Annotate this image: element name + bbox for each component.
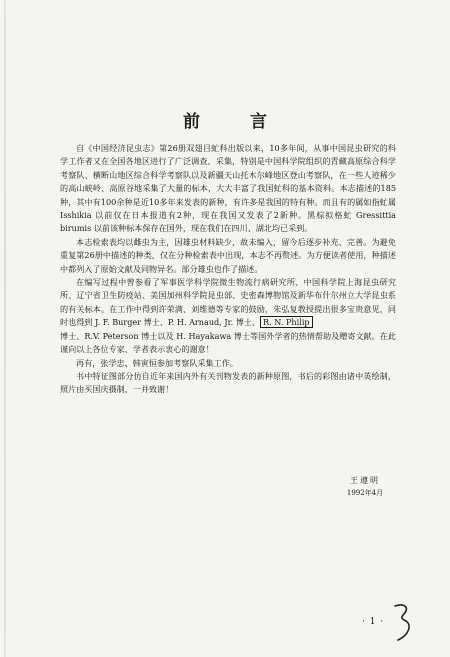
- paragraph-1: 自《中国经济昆虫志》第26册双翅目虻科出版以来，10多年间，从事中国昆虫研究的科学工作者又在全国各地区进行了广泛调查、采集，特别是中国科学院组织的青藏高原综合科学考察队、横断山地区综合科学考察队以及新疆天山托木尔峰地区登山考察队，在一些人迹稀少的高山峡岭、高原谷地采集了大量的标本，大大丰富了我国虻科的基本资料。本志描述的185种，其中有100余种是近10多年来发表的新种，有许多是我国的特有种。而且有的属如指虻属 Isshikia 以前仅在日本报道有2种，现在我国又发表了2新种。黑棕拟格虻 Gressittia birumis 以前该种标本保存在国外，现在我们在四川、湖北均已采到。: [60, 143, 396, 234]
- paragraph-5: 书中特征图部分仿自近年来国内外有关刊物发表的新种原图，书后的彩图由诸中英绘制，照片由买国庆摄制，一并致谢！: [60, 370, 396, 395]
- handwritten-mark-icon: [392, 602, 414, 644]
- paragraph-4: 再有，张学忠、韩寅恒参加考察队采集工作。: [76, 357, 238, 368]
- boxed-name: R. N. Philip: [260, 316, 313, 328]
- page-title: 前 言: [183, 112, 289, 132]
- signature-date: 1992年4月: [346, 489, 384, 497]
- page-number: · 1 ·: [362, 617, 385, 627]
- signature-block: [330, 474, 400, 500]
- paragraph-3-continued: 博士、R.V. Peterson 博士以及 H. Hayakawa 博士等国外学者的热情帮助及赠寄文献。在此谨向以上各位专家、学者表示衷心的谢意！: [60, 330, 396, 355]
- author-name: 王遵明: [350, 476, 380, 485]
- scan-edge-shadow: [4, 0, 6, 657]
- paragraph-2: 本志检索表均以雌虫为主，因雄虫材料缺少，故未编入，留今后逐步补充、完善。为避免重复第26册中描述的种类，仅在分种检索表中出现，本志不再赘述。为方便读者使用，种描述中都列入了原始文献及同物异名。部分雄虫也作了描述。: [60, 236, 396, 274]
- preface-body: [60, 142, 396, 397]
- paragraph-3-text: 在编写过程中曾参看了军事医学科学院微生物流行病研究所、中国科学院上海昆虫研究所、辽宁省卫生防疫站、美国加州科学院昆虫部、史密森博物馆及新华布什尔州立大学昆虫系的有关标本。在工作中得到许荣满、刘维德等专家的鼓励，朱弘复教授提出很多宝贵意见，同时也得到 J. F. Burger 博士、P. H. Arnaud, Jr. 博士、: [60, 277, 396, 328]
- paragraph-3: [60, 276, 396, 330]
